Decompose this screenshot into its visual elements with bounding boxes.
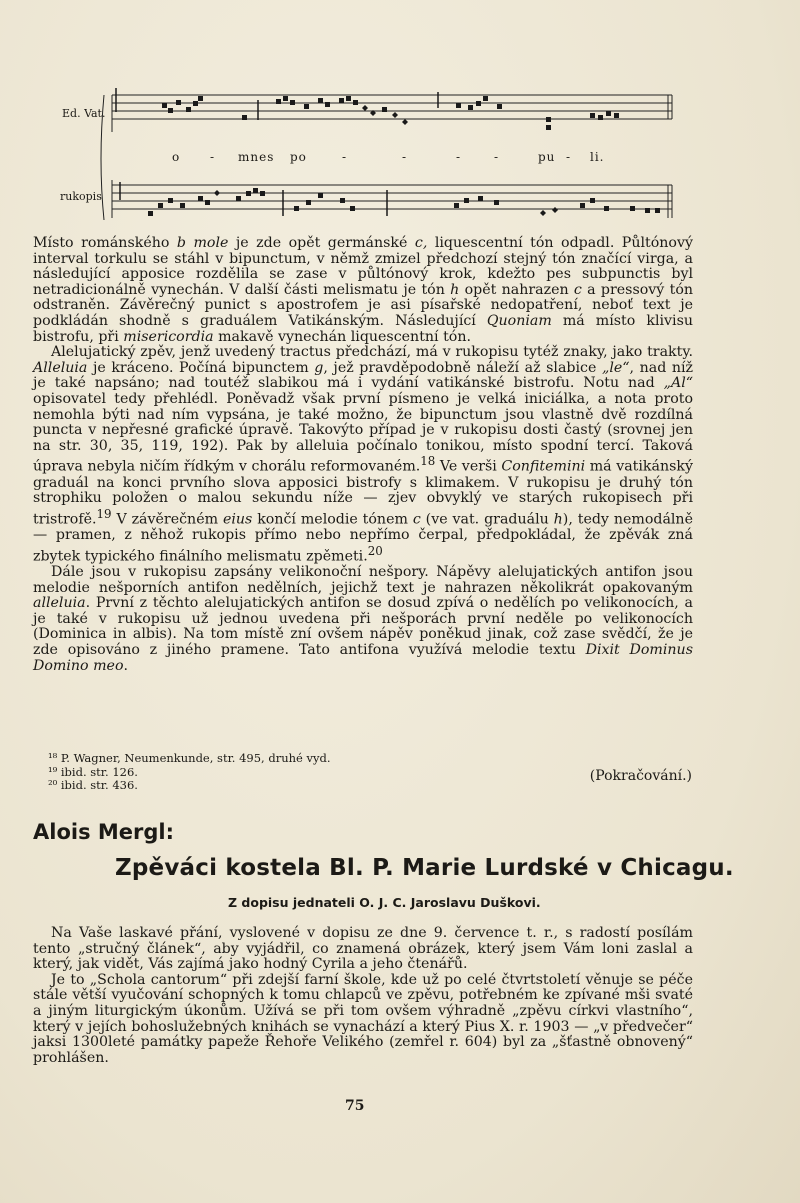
syllable: - <box>342 150 348 164</box>
syllable: po <box>290 150 307 164</box>
syllable: o <box>172 150 181 164</box>
syllable: mnes <box>238 150 275 164</box>
music-label-top: Ed. Vat. <box>62 107 106 120</box>
syllable: - <box>494 150 500 164</box>
paragraph: Dále jsou v rukopisu zapsány velikonoční nešpory. Nápěvy alelujatických antifon jsou melodie nešporních antifon nedělních, jejichž text je nahrazen několikrát opakovaným alleluia. První z těchto alelujatických antifon se dosud zpívá o nedělích po velikonocích, a je také v rukopisu už jednou uvedena při nešporách první neděle po velikonocích (Dominica in albis). Na tom místě zní ovšem nápěv poněkud jinak, což zase svědčí, že je zde opisováno z jiného pramene. Tato antifona využívá melodie textu Dixit Dominus Domino meo. <box>33 564 693 674</box>
syllable: - <box>456 150 462 164</box>
footnote: ²⁰ ibid. str. 436. <box>48 778 138 792</box>
music-label-bottom: rukopis <box>60 190 102 203</box>
article-title: Zpěváci kostela Bl. P. Marie Lurdské v Chicagu. <box>115 855 734 881</box>
article-text <box>33 926 693 1066</box>
article-subtitle: Z dopisu jednateli O. J. C. Jaroslavu Duškovi. <box>228 895 541 910</box>
footnote: ¹⁸ P. Wagner, Neumenkunde, str. 495, druhé vyd. <box>48 751 331 765</box>
paragraph: Je to „Schola cantorum“ při zdejší farní škole, kde už po celé čtvrtstoletí věnuje se péče stále větší vyučování schopných k tomu chlapců ve zpěvu, potřebném ke zpívané mši svaté a jiným liturgickým úkonům. Užívá se při tom ovšem výhradně „zpěvu církvi vlastního“, který v jejích bohoslužebných knihách se vynachází a který Pius X. r. 1903 — „v předvečer“ jaksi 1300leté památky papeže Řehoře Velikého (zemřel r. 604) byl za „šťastně obnovený“ prohlášen. <box>33 971 693 1066</box>
paragraph: Na Vaše laskavé přání, vyslovené v dopisu ze dne 9. července t. r., s radostí posílám tento „stručný článek“, aby vyjádřil, co znamená obrázek, který jsem Vám loni zaslal a který, jak vidět, Vás zajímá jako hodný Cyrila a jeho čtenářů. <box>33 925 693 973</box>
paragraph: Místo románského b mole je zde opět germánské c, liquescentní tón odpadl. Půltónový interval torkulu se stáhl v bipunctum, v němž zmizel předchozí stejný tón značící virga, a následující apposice rozdělila se zase v půltónový krok, kdežto pes subpunctis byl netradicionálně vynechán. V další části melismatu je tón h opět nahrazen c a pressový tón odstraněn. Závěrečný punict s apostrofem je asi písařské nedopatření, neboť text je podkládán shodně s graduálem Vatikánským. Následující Quoniam má místo klivisu bistrofu, při misericordia makavě vynechán liquescentní tón. <box>33 235 693 345</box>
footnote: ¹⁹ ibid. str. 126. <box>48 764 138 779</box>
syllable: - <box>210 150 216 164</box>
music-notation <box>0 0 800 240</box>
syllable: li. <box>590 150 605 164</box>
paragraph: Alelujatický zpěv, jenž uvedený tractus předchází, má v rukopisu tytéž znaky, jako trakty. Alleluia je kráceno. Počíná bipunctem g, jež pravděpodobně náleží až slabice „le“, nad níž je také napsáno; nad toutéž slabikou má i vydání vatikánské bistrofu. Notu nad „Al“ opisovatel tedy přehlédl. Poněvadž však první písmeno je velká iniciálka, a nota proto nemohla býti nad ním vypsána, je také možno, že bipunctum jsou vlastně dvě rozdílná puncta v nepřesné grafické úpravě. Takovýto případ je v rukopisu dosti častý (srovnej jen na str. 30, 35, 119, 192). Pak by alleluia počínalo tonikou, místo spodní tercí. Taková úprava nebyla ničím řídkým v chorálu reformovaném.$^{18}$ Ve verši Confitemini má vatikánský graduál na konci prvního slova apposici bistrofy s klimakem. V rukopisu je druhý tón strophiku položen o malou sekundu níže — zjev obvyklý ve starých rukopisech při tristrofě.$^{19}$ V závěrečném eius končí melodie tónem c (ve vat. graduálu h), tedy nemodálně — pramen, z něhož rukopis přímo nebo nepřímo čerpal, předpokládal, že zpěvák zná zbytek typického finálního melismatu zpěmeti.$^{20}$ <box>33 344 694 565</box>
continuation-note: (Pokračování.) <box>589 768 692 784</box>
footnotes <box>48 752 468 793</box>
syllable: - <box>566 150 572 164</box>
main-text <box>33 236 693 674</box>
page-number: 75 <box>345 1098 365 1114</box>
article-author: Alois Mergl: <box>33 820 175 844</box>
syllable: - <box>402 150 408 164</box>
syllable: pu <box>538 150 556 164</box>
